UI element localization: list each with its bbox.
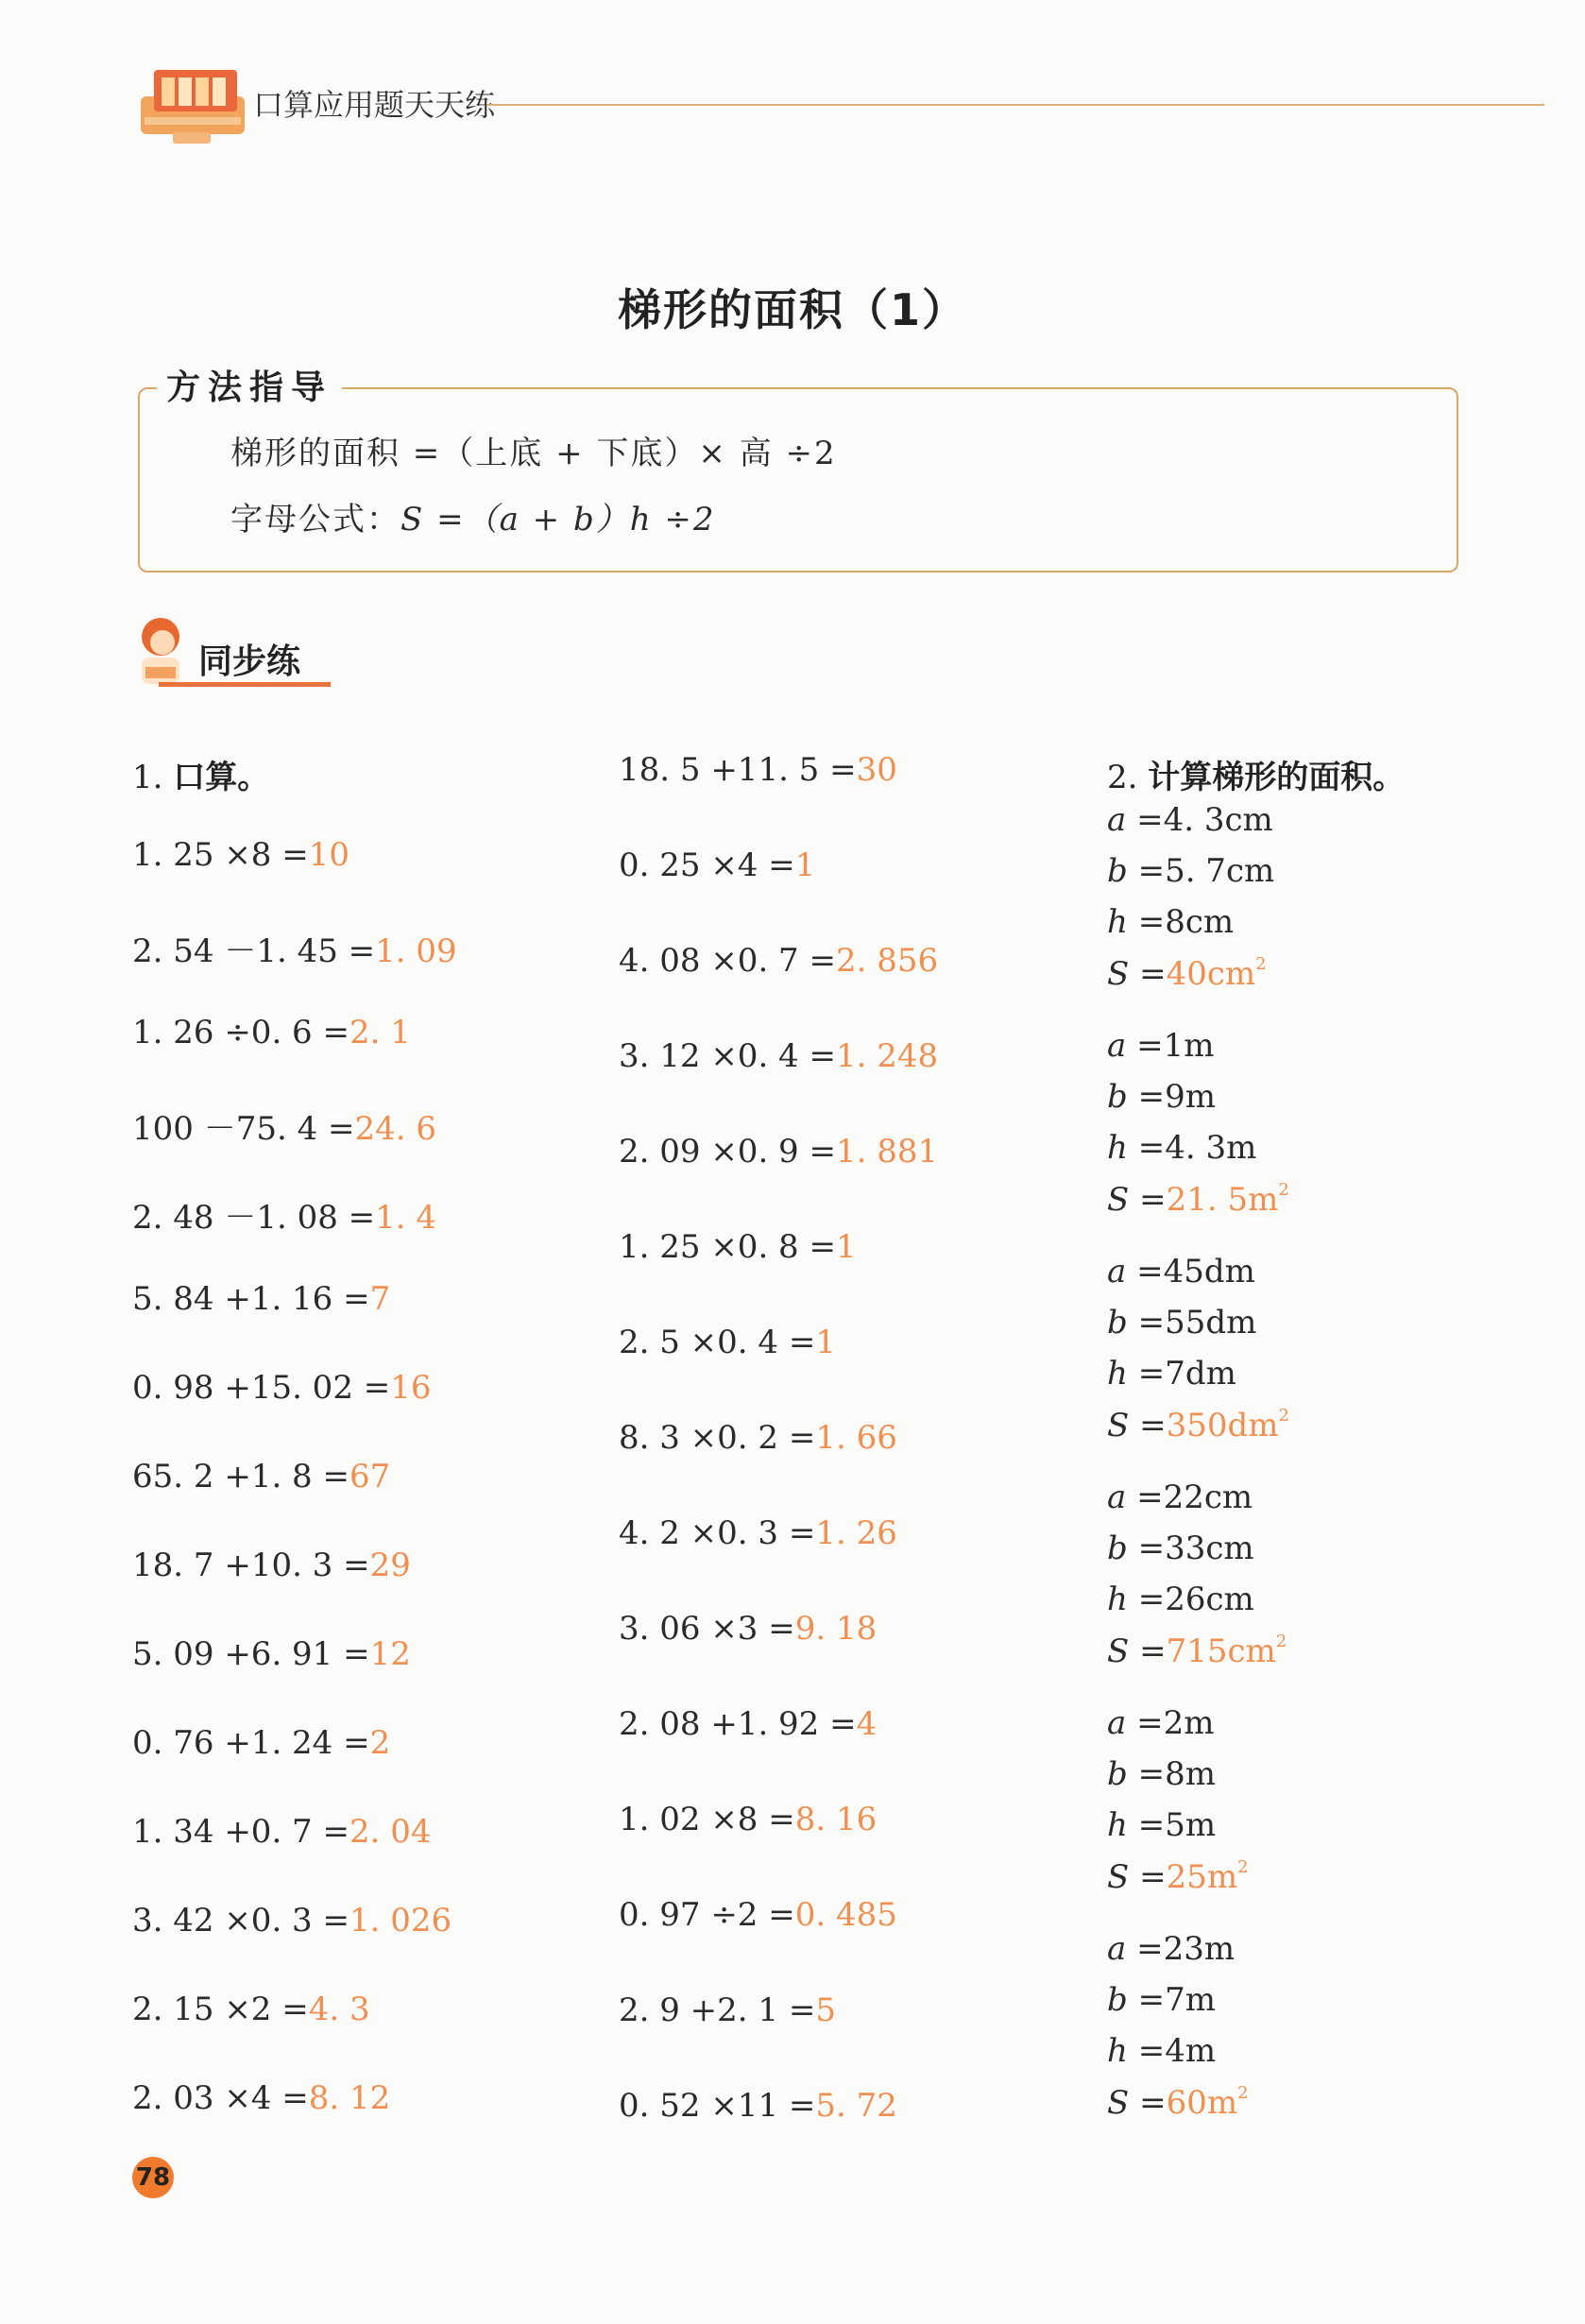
trapezoid-a-value: 22cm xyxy=(1163,1478,1253,1516)
calc-answer: 0. 485 xyxy=(794,1896,897,1934)
question-2-heading xyxy=(1107,751,1405,797)
calc-question: 8. 3 ×0. 2 = xyxy=(619,1419,816,1457)
trapezoid-h-value: 5m xyxy=(1165,1806,1217,1844)
calc-answer: 4. 3 xyxy=(308,1991,370,2028)
calc-question: 4. 2 ×0. 3 = xyxy=(619,1514,816,1552)
trapezoid-b-value: 7m xyxy=(1165,1981,1216,2019)
trapezoid-area-value: 350dm xyxy=(1166,1407,1279,1444)
question-2-label: 计算梯形的面积。 xyxy=(1148,759,1406,796)
calc-question: 2. 09 ×0. 9 = xyxy=(619,1133,836,1171)
calc-answer: 1. 09 xyxy=(375,932,457,970)
calc-item xyxy=(619,1991,836,2029)
trapezoid-b: b =5. 7cm xyxy=(1107,852,1275,890)
calc-question: 1. 25 ×0. 8 = xyxy=(619,1228,836,1266)
page-number: 78 xyxy=(132,2157,174,2198)
calc-item xyxy=(619,1228,857,1266)
calc-item xyxy=(619,751,897,789)
trapezoid-area: $S =60m^2$ xyxy=(1107,2083,1249,2122)
calc-answer: 1. 66 xyxy=(815,1419,897,1457)
calc-question: 2. 5 ×0. 4 = xyxy=(619,1324,816,1361)
area-unit-exponent: 2 xyxy=(1237,1857,1249,1877)
calc-answer: 1. 248 xyxy=(835,1037,939,1075)
trapezoid-a: a =45dm xyxy=(1107,1253,1255,1290)
trapezoid-area: $S =40cm^2$ xyxy=(1107,954,1267,993)
area-unit-exponent: 2 xyxy=(1278,1180,1289,1200)
trapezoid-b: b =7m xyxy=(1107,1981,1216,2019)
trapezoid-b: b =9m xyxy=(1107,1078,1216,1116)
calc-item xyxy=(619,2087,897,2125)
trapezoid-h-value: 7dm xyxy=(1165,1355,1236,1393)
calc-item xyxy=(132,925,457,971)
calc-question: 3. 42 ×0. 3 = xyxy=(132,1902,349,1940)
calc-item xyxy=(619,1705,877,1743)
calc-answer: 2. 04 xyxy=(349,1813,432,1851)
calc-question: 0. 52 ×11 = xyxy=(619,2087,816,2125)
calc-answer: 24. 6 xyxy=(354,1110,437,1148)
calc-question: 2. 9 +2. 1 = xyxy=(619,1991,816,2029)
book-series-title: 口算应用题天天练 xyxy=(253,87,496,123)
trapezoid-a-value: 45dm xyxy=(1163,1253,1255,1290)
trapezoid-h: h =4m xyxy=(1107,2032,1217,2070)
trapezoid-h-value: 4. 3m xyxy=(1165,1129,1257,1167)
area-unit-exponent: 2 xyxy=(1237,2083,1249,2103)
trapezoid-a-value: 1m xyxy=(1163,1027,1215,1065)
calc-question: 5. 09 +6. 91 = xyxy=(132,1635,370,1673)
calc-answer: 1 xyxy=(815,1324,836,1361)
calc-question: 100 －75. 4 = xyxy=(132,1110,355,1148)
trapezoid-b-value: 9m xyxy=(1165,1078,1216,1116)
calc-item xyxy=(132,1280,390,1318)
calc-question: 0. 76 +1. 24 = xyxy=(132,1724,370,1762)
calc-item xyxy=(132,1369,432,1407)
calc-question: 2. 03 ×4 = xyxy=(132,2079,309,2117)
letter-formula xyxy=(230,493,716,539)
trapezoid-area-value: 21. 5m xyxy=(1166,1181,1279,1219)
trapezoid-h: h =26cm xyxy=(1107,1581,1254,1618)
calc-question: 0. 98 +15. 02 = xyxy=(132,1369,391,1407)
trapezoid-a: a =23m xyxy=(1107,1930,1236,1968)
calc-question: 0. 25 ×4 = xyxy=(619,846,795,884)
calc-item xyxy=(132,1724,390,1762)
trapezoid-b-value: 33cm xyxy=(1165,1529,1254,1567)
trapezoid-b: b =55dm xyxy=(1107,1304,1257,1341)
trapezoid-b: b =8m xyxy=(1107,1755,1216,1793)
calc-answer: 8. 16 xyxy=(794,1801,878,1838)
calc-answer: 8. 12 xyxy=(308,2079,391,2117)
calc-item xyxy=(619,942,938,980)
calc-question: 2. 15 ×2 = xyxy=(132,1991,309,2028)
calc-item xyxy=(132,1458,390,1495)
calc-question: 2. 48 －1. 08 = xyxy=(132,1199,376,1237)
calc-answer: 5 xyxy=(815,1991,836,2029)
calc-item xyxy=(619,1514,897,1552)
trapezoid-a: a =1m xyxy=(1107,1027,1215,1065)
calc-item xyxy=(619,846,815,884)
calc-item xyxy=(619,1037,938,1075)
letter-formula-prefix: 字母公式： xyxy=(230,501,401,538)
calc-answer: 1. 026 xyxy=(349,1902,452,1940)
calc-question: 65. 2 +1. 8 = xyxy=(132,1458,349,1495)
trapezoid-h: h =5m xyxy=(1107,1806,1217,1844)
trapezoid-a: a =22cm xyxy=(1107,1478,1253,1516)
calc-answer: 2. 1 xyxy=(349,1014,411,1051)
calc-question: 18. 5 +11. 5 = xyxy=(619,751,857,789)
bookshelf-logo-icon xyxy=(135,59,256,149)
trapezoid-a-value: 4. 3cm xyxy=(1163,801,1273,839)
calc-item xyxy=(619,1896,897,1934)
trapezoid-b-value: 5. 7cm xyxy=(1165,852,1275,890)
calc-answer: 2. 856 xyxy=(835,942,939,980)
calc-item xyxy=(619,1324,836,1361)
calc-answer: 1 xyxy=(835,1228,857,1266)
area-unit-exponent: 2 xyxy=(1275,1632,1287,1651)
calc-item xyxy=(132,1014,411,1051)
calc-question: 2. 08 +1. 92 = xyxy=(619,1705,857,1743)
calc-answer: 1. 26 xyxy=(815,1514,897,1552)
calc-answer: 9. 18 xyxy=(794,1610,878,1648)
calc-question: 5. 84 +1. 16 = xyxy=(132,1280,370,1318)
calc-question: 18. 7 +10. 3 = xyxy=(132,1546,370,1584)
area-unit-exponent: 2 xyxy=(1255,954,1267,974)
calc-item xyxy=(132,1813,432,1851)
trapezoid-h-value: 26cm xyxy=(1165,1581,1254,1618)
calc-item xyxy=(619,1133,938,1171)
trapezoid-h: h =8cm xyxy=(1107,903,1235,941)
calc-question: 2. 54 －1. 45 = xyxy=(132,932,376,970)
calc-item xyxy=(132,1102,436,1149)
area-unit-exponent: 2 xyxy=(1278,1406,1289,1426)
trapezoid-b: b =33cm xyxy=(1107,1529,1254,1567)
calc-answer: 16 xyxy=(390,1369,432,1407)
calc-item xyxy=(132,1991,370,2028)
trapezoid-area: $S =25m^2$ xyxy=(1107,1857,1249,1896)
calc-item xyxy=(132,1902,452,1940)
header-divider xyxy=(486,104,1544,106)
calc-answer: 1. 4 xyxy=(375,1199,437,1237)
trapezoid-area: S =21. $5m^2$ xyxy=(1107,1180,1289,1219)
trapezoid-a-value: 23m xyxy=(1163,1930,1236,1968)
calc-item xyxy=(132,836,349,874)
calc-answer: 5. 72 xyxy=(815,2087,897,2125)
calc-item xyxy=(619,1801,877,1838)
trapezoid-a: a =2m xyxy=(1107,1704,1215,1742)
calc-answer: 2 xyxy=(369,1724,391,1762)
calc-answer: 1. 881 xyxy=(835,1133,939,1171)
question-1-number: 1. xyxy=(132,759,163,796)
calc-item xyxy=(132,1635,411,1673)
method-guide-box xyxy=(138,387,1458,572)
method-guide-label: 方法指导 xyxy=(157,361,342,409)
calc-answer: 29 xyxy=(369,1546,411,1584)
calc-answer: 30 xyxy=(856,751,897,789)
calc-answer: 10 xyxy=(308,836,349,874)
sync-practice-underline xyxy=(159,682,331,687)
question-2-number: 2. xyxy=(1107,759,1138,796)
sync-practice-label: 同步练 xyxy=(198,642,301,681)
trapezoid-area-value: 25m xyxy=(1166,1858,1238,1896)
trapezoid-area: $S =715cm^2$ xyxy=(1107,1632,1287,1670)
page-title: 梯形的面积（1） xyxy=(617,284,967,335)
calc-item xyxy=(619,1610,877,1648)
trapezoid-b-value: 8m xyxy=(1165,1755,1216,1793)
trapezoid-a: a =4. 3cm xyxy=(1107,801,1273,839)
trapezoid-area-value: 60m xyxy=(1166,2084,1238,2122)
area-formula: 梯形的面积 =（上底 + 下底）× 高 ÷2 xyxy=(230,435,837,472)
question-1-label: 口算。 xyxy=(173,759,270,796)
trapezoid-a-value: 2m xyxy=(1163,1704,1215,1742)
calc-question: 3. 12 ×0. 4 = xyxy=(619,1037,836,1075)
calc-answer: 7 xyxy=(369,1280,391,1318)
calc-answer: 1 xyxy=(794,846,816,884)
calc-question: 0. 97 ÷2 = xyxy=(619,1896,795,1934)
trapezoid-b-value: 55dm xyxy=(1165,1304,1257,1341)
calc-question: 1. 02 ×8 = xyxy=(619,1801,795,1838)
calc-question: 1. 26 ÷0. 6 = xyxy=(132,1014,349,1051)
calc-answer: 67 xyxy=(349,1458,391,1495)
calc-question: 3. 06 ×3 = xyxy=(619,1610,795,1648)
trapezoid-h: h =7dm xyxy=(1107,1355,1236,1393)
trapezoid-area: $S =350dm^2$ xyxy=(1107,1406,1289,1444)
calc-question: 1. 34 +0. 7 = xyxy=(132,1813,349,1851)
calc-answer: 12 xyxy=(369,1635,411,1673)
trapezoid-h-value: 8cm xyxy=(1165,903,1235,941)
calc-answer: 4 xyxy=(856,1705,878,1743)
calc-question: 1. 25 ×8 = xyxy=(132,836,309,874)
trapezoid-area-value: 40cm xyxy=(1166,955,1256,993)
calc-item xyxy=(132,2079,390,2117)
trapezoid-area-value: 715cm xyxy=(1166,1632,1276,1670)
letter-formula-expression: S =（a + b）h ÷2 xyxy=(401,501,716,538)
calc-item xyxy=(132,1546,411,1584)
trapezoid-h-value: 4m xyxy=(1165,2032,1217,2070)
trapezoid-h: h =4. 3m xyxy=(1107,1129,1257,1167)
calc-question: 4. 08 ×0. 7 = xyxy=(619,942,836,980)
calc-item xyxy=(132,1191,436,1238)
question-1-heading xyxy=(132,751,269,797)
calc-item xyxy=(619,1419,897,1457)
